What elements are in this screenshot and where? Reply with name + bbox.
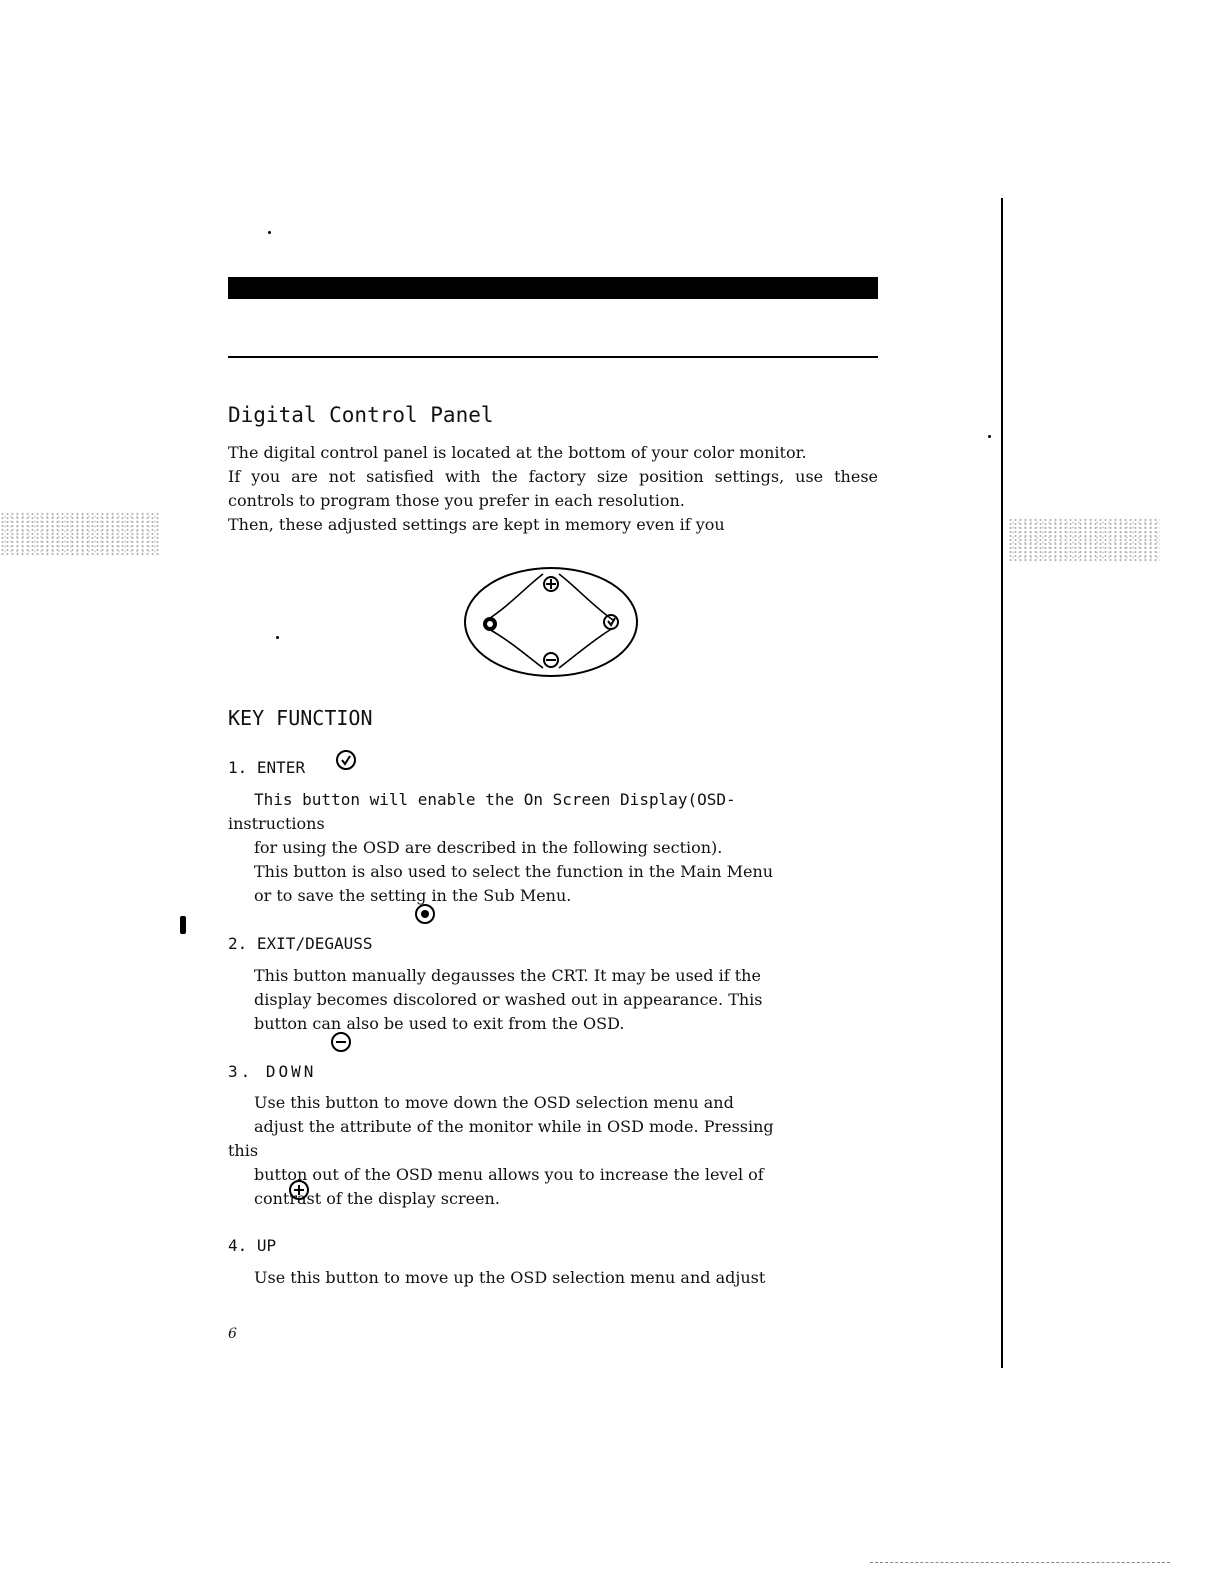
- description-line: instructions: [228, 814, 325, 833]
- intro-paragraph: Then, these adjusted settings are kept in memory even if you: [228, 515, 725, 534]
- section-title: Digital Control Panel: [228, 403, 494, 427]
- key-item-title: [228, 1062, 316, 1081]
- intro-text: [228, 441, 878, 537]
- description-line: button can also be used to exit from the OSD.: [254, 1014, 625, 1033]
- key-item-title: [228, 758, 305, 777]
- key-item-description: [228, 1266, 888, 1290]
- key-item-description: [228, 788, 888, 908]
- exit-icon: [414, 903, 436, 925]
- item-name: DOWN: [265, 1062, 317, 1081]
- key-item-description: [228, 1091, 888, 1211]
- description-line: or to save the setting in the Sub Menu.: [254, 886, 572, 905]
- key-function-heading: KEY FUNCTION: [228, 706, 373, 730]
- intro-paragraph: The digital control panel is located at the bottom of your color monitor.: [228, 443, 807, 462]
- description-line: display becomes discolored or washed out in appearance. This: [254, 990, 763, 1009]
- enter-icon: [604, 615, 618, 629]
- plus-icon: [288, 1179, 310, 1201]
- item-number: 3.: [228, 1062, 254, 1081]
- header-rule: [228, 356, 878, 358]
- item-number: 1.: [228, 758, 248, 777]
- key-item-description: [228, 964, 888, 1036]
- scan-dot: [988, 435, 991, 438]
- item-number: 4.: [228, 1236, 248, 1255]
- plus-icon: [544, 577, 558, 591]
- scan-dot: [268, 231, 271, 234]
- scan-noise-right: [1008, 518, 1160, 562]
- enter-icon: [335, 749, 357, 771]
- description-line: This button manually degausses the CRT. It may be used if the: [254, 966, 761, 985]
- exit-icon: [483, 617, 497, 631]
- item-name: EXIT/DEGAUSS: [256, 934, 373, 953]
- item-number: 2.: [228, 934, 248, 953]
- key-item-title: [228, 934, 373, 953]
- right-margin-rule: [1001, 198, 1003, 1368]
- scan-dot: [276, 636, 279, 639]
- description-line: Use this button to move up the OSD selection menu and adjust: [254, 1268, 766, 1287]
- minus-icon: [330, 1031, 352, 1053]
- bottom-scan-line: [870, 1562, 1170, 1563]
- header-bar: [228, 277, 878, 299]
- item-name: ENTER: [256, 758, 306, 777]
- description-line: This button is also used to select the function in the Main Menu: [254, 862, 774, 881]
- intro-paragraph: If you are not satisfied with the factory size position settings, use these controls to program those you prefer in each resolution.: [228, 467, 878, 510]
- minus-icon: [544, 653, 558, 667]
- page-number: 6: [228, 1326, 237, 1342]
- description-line: adjust the attribute of the monitor while in OSD mode. Pressing: [254, 1117, 774, 1136]
- description-line: Use this button to move down the OSD selection menu and: [254, 1093, 734, 1112]
- key-item-title: [228, 1236, 276, 1255]
- description-line: button out of the OSD menu allows you to increase the level of: [254, 1165, 764, 1184]
- description-line: This button will enable the On Screen Display(OSD-: [254, 790, 736, 809]
- margin-mark: [180, 916, 186, 934]
- description-line: for using the OSD are described in the following section).: [254, 838, 723, 857]
- scan-noise-left: [0, 512, 160, 556]
- description-line: this: [228, 1141, 259, 1160]
- item-name: UP: [256, 1236, 277, 1255]
- control-panel-diagram: [463, 566, 639, 678]
- description-line: contrast of the display screen.: [254, 1189, 500, 1208]
